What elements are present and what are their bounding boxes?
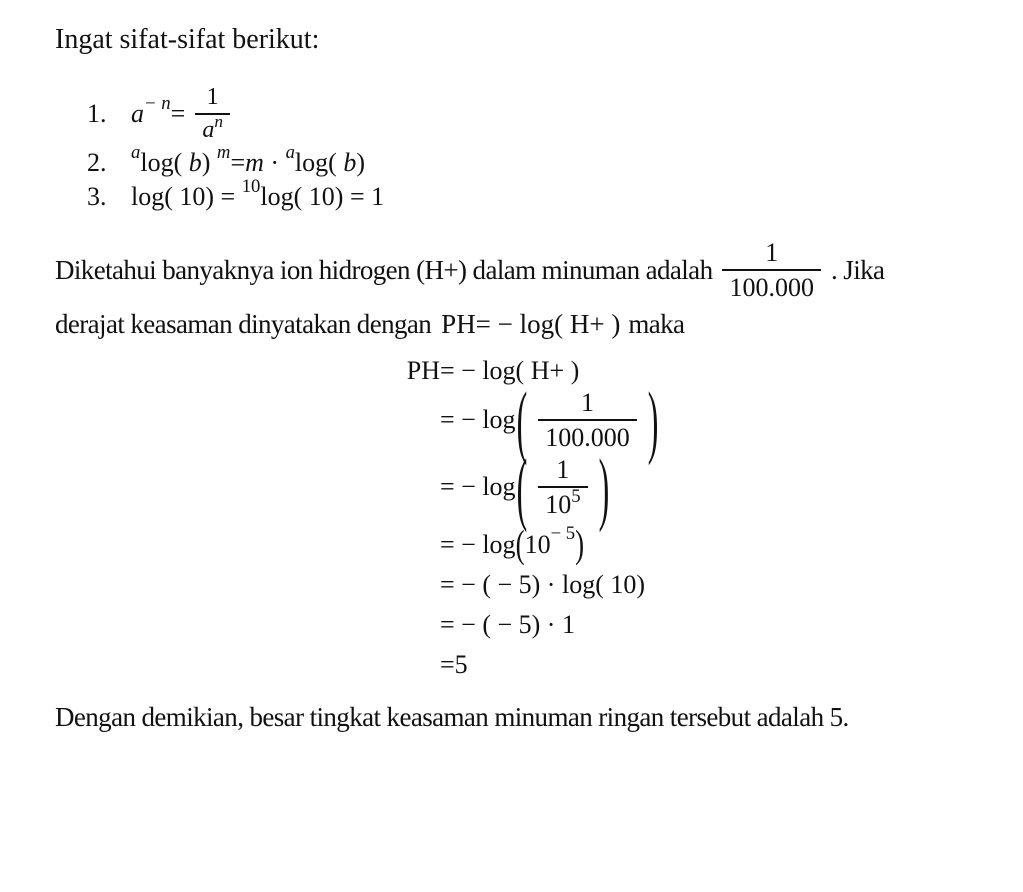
property-item-2 <box>87 141 968 178</box>
derivation <box>396 356 968 680</box>
property-1-fraction-denominator: $a^n$ <box>195 113 230 145</box>
step-2-fraction-denominator: 100.000 <box>538 419 637 453</box>
step-2-fraction-numerator: 1 <box>580 387 594 417</box>
problem-line-2 <box>55 309 968 340</box>
derivation-step-6 <box>396 610 968 640</box>
property-3-number: 3. <box>87 182 107 212</box>
step-3-function: log <box>482 472 516 502</box>
step-3-fraction-denominator: $10^5$ <box>538 486 587 520</box>
property-1-fraction <box>195 84 230 144</box>
step-4-argument: 10 <box>524 529 551 559</box>
step-4-open-paren: ( <box>515 522 525 566</box>
step-2-fraction <box>538 388 637 453</box>
derivation-step-1 <box>396 356 968 386</box>
step-4-close-paren: ) <box>575 522 585 566</box>
property-2-arg-2: b <box>343 148 357 178</box>
hydrogen-fraction-numerator: 1 <box>765 238 779 268</box>
property-1-base: a <box>131 99 144 129</box>
property-2-log-base-2: a <box>285 141 295 163</box>
property-2-dot: · <box>263 148 286 178</box>
problem-line-2-tail: maka <box>628 308 685 339</box>
step-1-expression: log( H+ ) <box>482 355 580 385</box>
step-4-function: log <box>482 529 516 559</box>
intro-text: Ingat sifat-sifat berikut: <box>55 24 320 55</box>
property-3-right: log( 10) = 1 <box>260 182 385 212</box>
property-2-arg-1: b <box>188 148 202 178</box>
property-2-exponent: m <box>216 141 231 163</box>
conclusion-text: Dengan demikian, besar tingkat keasaman minuman ringan tersebut adalah 5. <box>55 701 849 732</box>
step-1-operator: = − <box>440 355 483 385</box>
property-3-left: log( 10) = <box>131 182 242 212</box>
step-4-operator: = − <box>440 529 483 559</box>
property-1-exponent: − n <box>144 92 171 114</box>
step-3-open-paren: ( <box>516 441 528 534</box>
problem-line-2-text: derajat keasaman dinyatakan dengan <box>55 308 432 339</box>
property-2-factor: m <box>245 148 264 178</box>
step-3-fraction <box>538 455 587 520</box>
step-2-operator: = − <box>440 405 483 435</box>
step-4-exponent: − 5 <box>550 523 576 545</box>
property-2-log-2: log( <box>294 148 344 178</box>
derivation-step-5 <box>396 570 968 600</box>
property-2-close-2: ) <box>356 148 365 178</box>
step-2-open-paren: ( <box>516 374 528 467</box>
derivation-step-3 <box>396 441 968 534</box>
derivation-lhs: PH <box>406 355 440 385</box>
property-1-equals: = <box>170 99 186 129</box>
step-5-operator: = − <box>440 569 483 599</box>
ph-definition-formula: PH= − log( H+ ) <box>441 308 621 339</box>
property-2-log-1: log( <box>140 148 189 178</box>
derivation-step-4 <box>396 522 968 566</box>
hydrogen-fraction-denominator: 100.000 <box>722 269 821 303</box>
property-item-1 <box>87 84 968 144</box>
property-2-log-base-1: a <box>131 141 141 163</box>
step-5-expression: ( − 5) · log( 10) <box>482 569 646 599</box>
property-item-3 <box>87 175 968 212</box>
hydrogen-fraction <box>722 238 821 303</box>
property-2-number: 2. <box>87 148 107 178</box>
property-2-equals: = <box>230 148 246 178</box>
property-3-log-base: 10 <box>241 175 261 197</box>
step-6-operator: = − <box>440 609 483 639</box>
step-3-operator: = − <box>440 472 483 502</box>
step-7-operator: = <box>440 649 455 679</box>
step-6-expression: ( − 5) · 1 <box>482 609 575 639</box>
step-3-close-paren: ) <box>598 441 610 534</box>
problem-line-1-text: Diketahui banyaknya ion hidrogen (H+) dalam minuman adalah <box>55 255 713 286</box>
property-2-close-1: ) <box>201 148 217 178</box>
step-7-result: 5 <box>454 649 468 679</box>
step-3-fraction-numerator: 1 <box>556 454 570 484</box>
problem-line-1 <box>55 238 968 303</box>
step-2-close-paren: ) <box>647 374 659 467</box>
property-1-fraction-numerator: 1 <box>206 84 219 110</box>
step-2-function: log <box>482 405 516 435</box>
derivation-step-7 <box>396 650 968 680</box>
property-1-number: 1. <box>87 99 107 129</box>
properties-list <box>87 84 968 212</box>
derivation-step-2 <box>396 374 968 467</box>
problem-statement <box>55 238 968 340</box>
problem-line-1-tail: . Jika <box>830 255 885 286</box>
